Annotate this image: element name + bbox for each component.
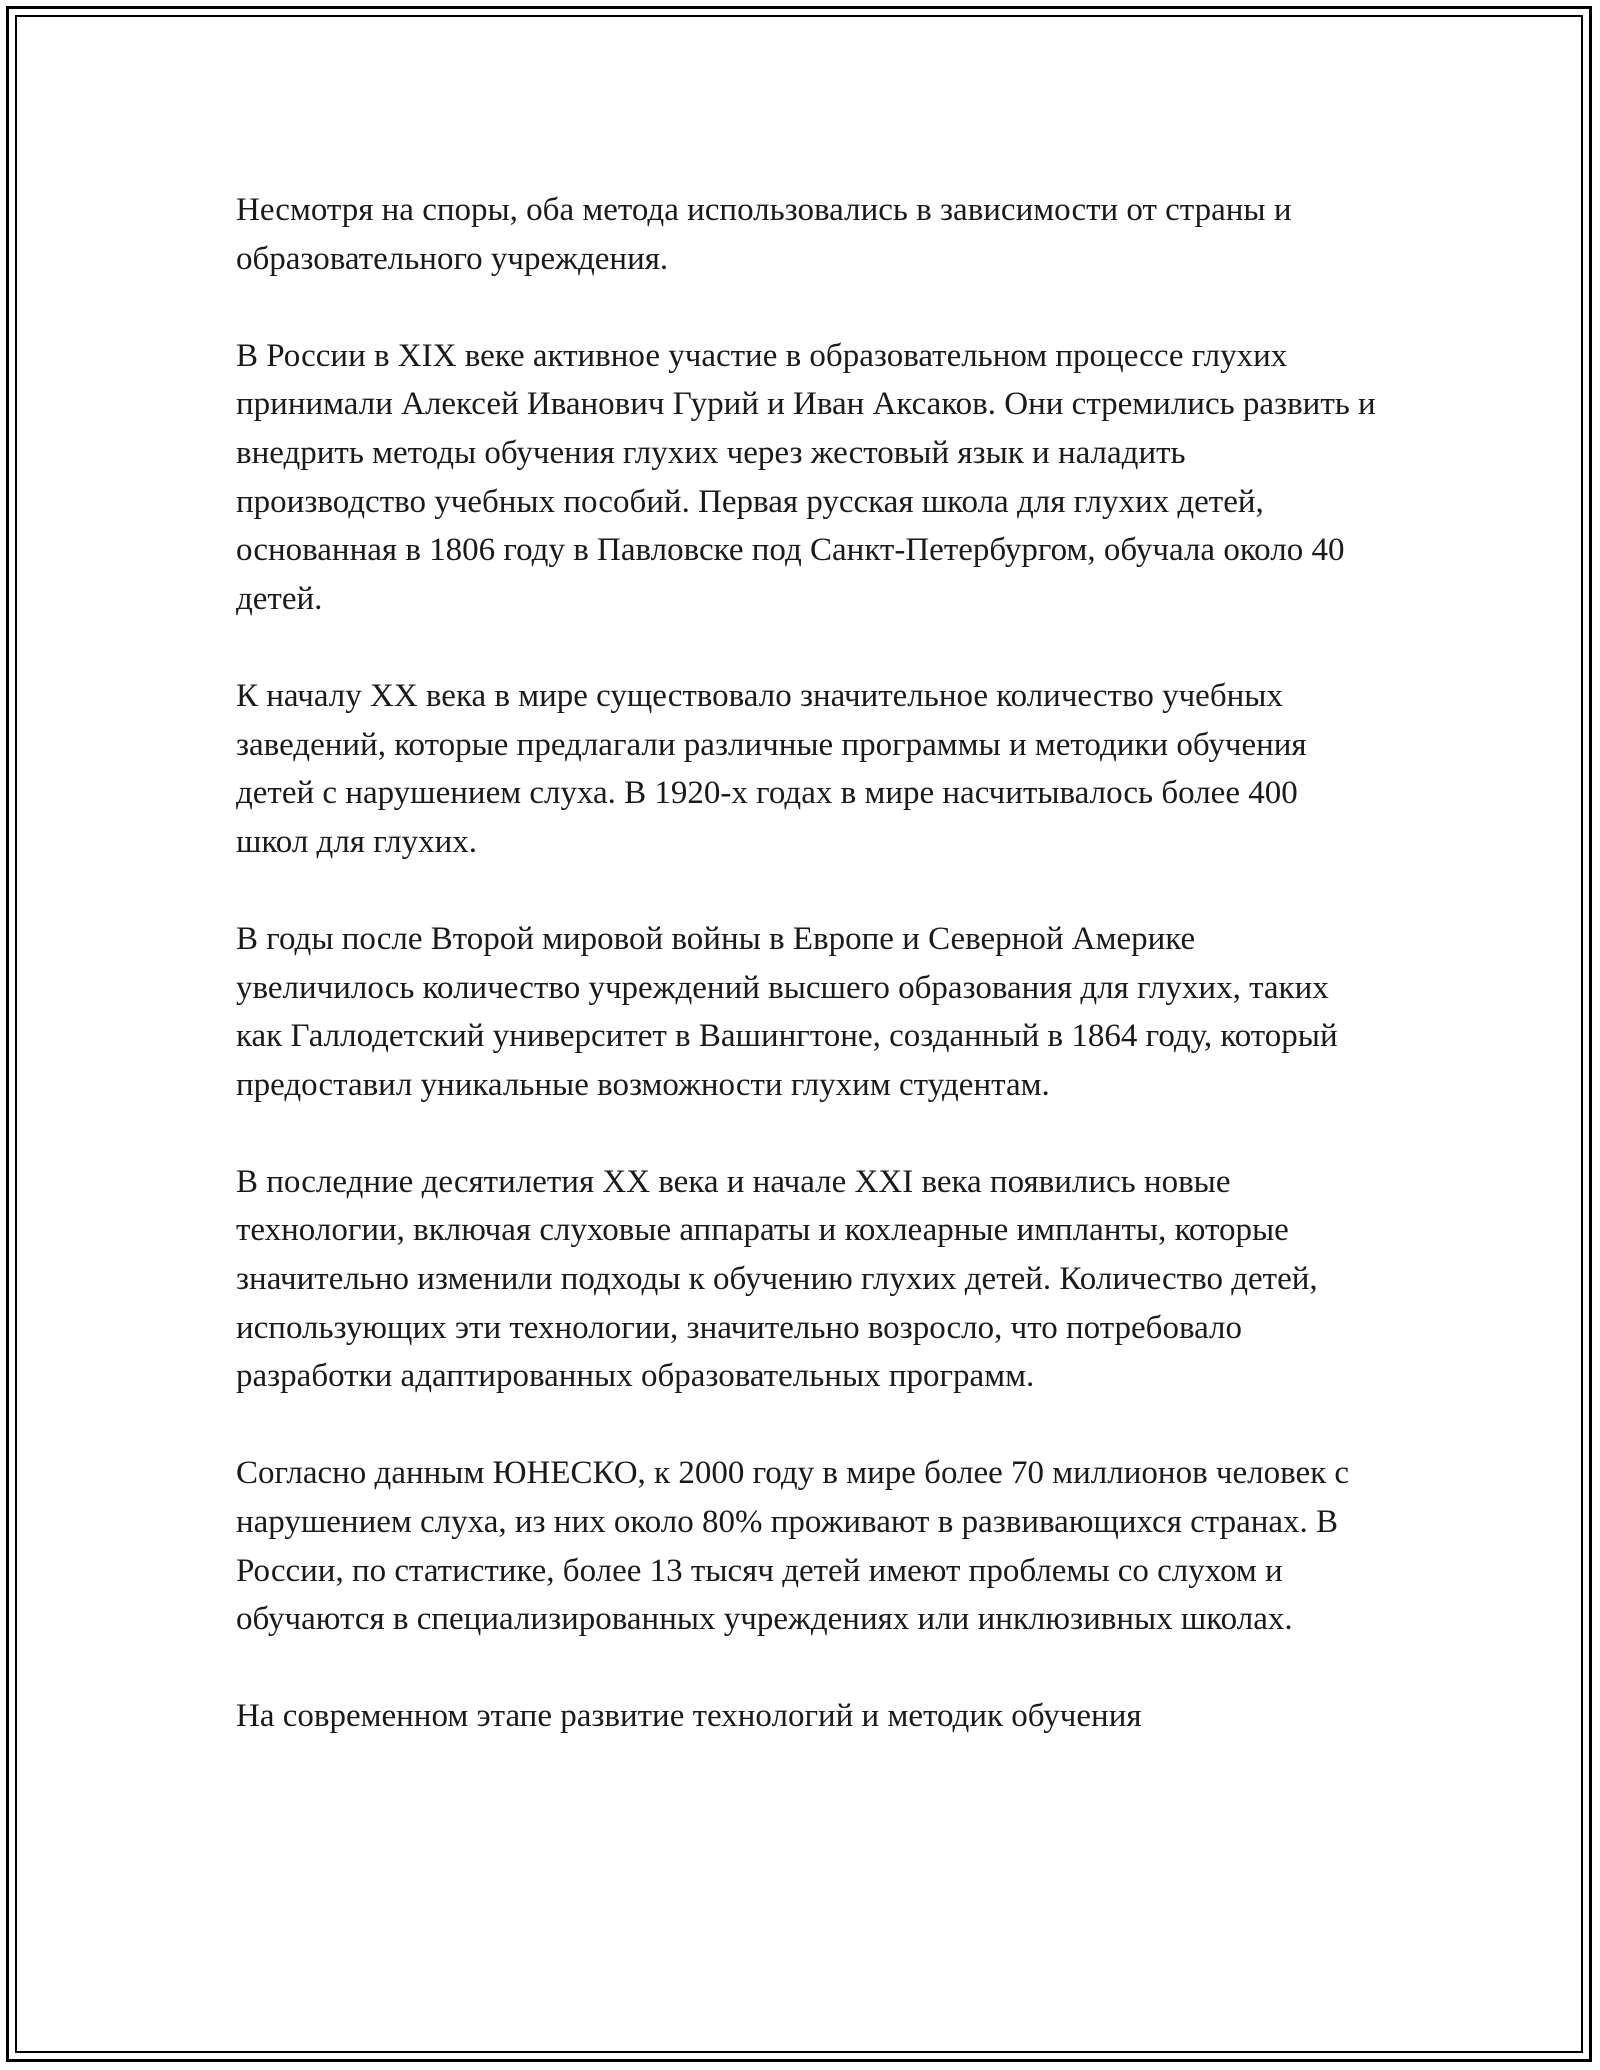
paragraph: На современном этапе развитие технологий и методик обучения xyxy=(236,1698,1142,1735)
paragraph: Несмотря на споры, оба метода использовались в зависимости от страны и образовательного учреждения. xyxy=(236,192,1292,277)
paragraph: В последние десятилетия XX века и начале XXI века появились новые технологии, включая слуховые аппараты и кохлеарные импланты, которые значительно изменили подходы к обучению глухих детей. Количество детей, использующих эти технологии, значительно возросло, что потребовало разработки адаптированных образовательных программ. xyxy=(236,1163,1318,1395)
document-body xyxy=(236,186,1376,1790)
paragraph: В годы после Второй мировой войны в Европе и Северной Америке увеличилось количество учреждений высшего образования для глухих, таких как Галлодетский университет в Вашингтоне, созданный в 1864 году, который предоставил уникальные возможности глухим студентам. xyxy=(236,920,1338,1103)
paragraph: В России в XIX веке активное участие в образовательном процессе глухих принимали Алексей Иванович Гурий и Иван Аксаков. Они стремились развить и внедрить методы обучения глухих через жестовый язык и наладить производство учебных пособий. Первая русская школа для глухих детей, основанная в 1806 году в Павловске под Санкт-Петербургом, обучала около 40 детей. xyxy=(236,337,1376,617)
paragraph: Согласно данным ЮНЕСКО, к 2000 году в мире более 70 миллионов человек с нарушением слуха, из них около 80% проживают в развивающихся странах. В России, по статистике, более 13 тысяч детей имеют проблемы со слухом и обучаются в специализированных учреждениях или инклюзивных школах. xyxy=(236,1455,1350,1638)
paragraph: К началу XX века в мире существовало значительное количество учебных заведений, которые предлагали различные программы и методики обучения детей с нарушением слуха. В 1920-х годах в мире насчитывалось более 400 школ для глухих. xyxy=(236,677,1307,860)
